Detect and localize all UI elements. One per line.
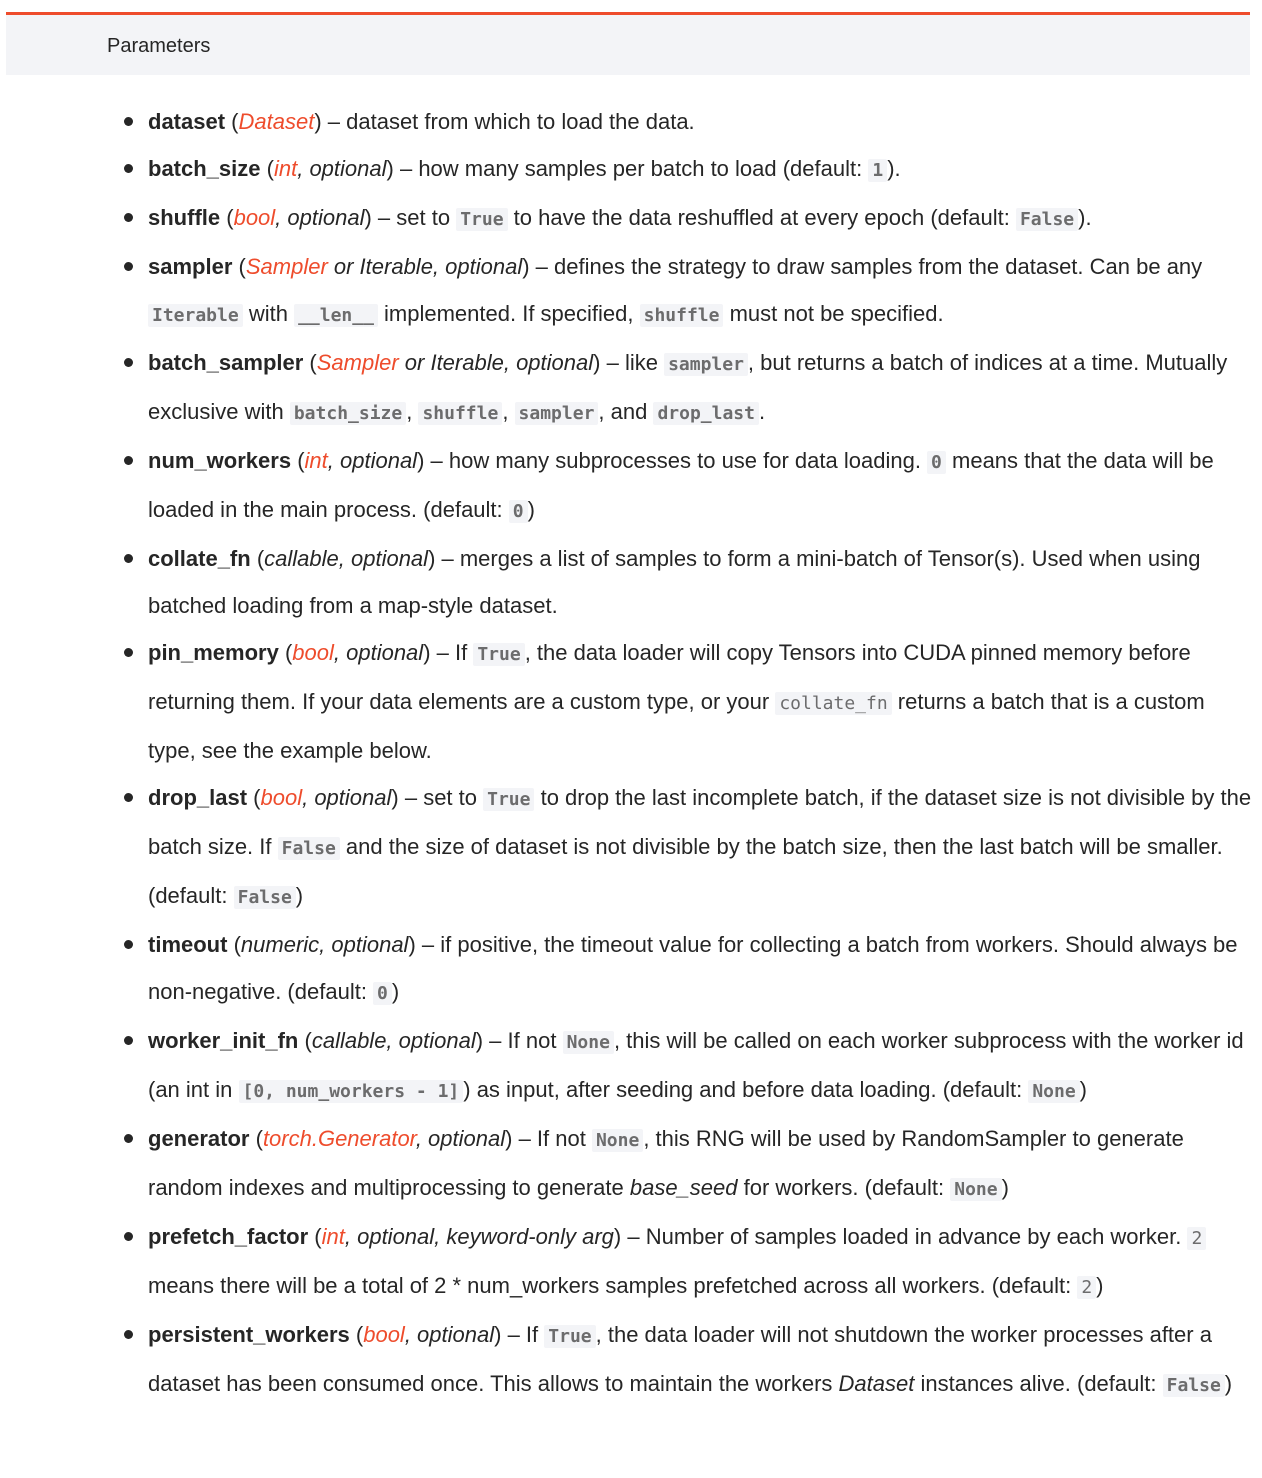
bullet-icon (124, 1330, 133, 1339)
inline-code: None (950, 1178, 1001, 1201)
param-name: worker_init_fn (148, 1028, 299, 1053)
inline-code: False (278, 837, 340, 860)
inline-code: __len__ (294, 304, 378, 327)
inline-code: 0 (373, 982, 392, 1005)
type-link-bool[interactable]: bool (292, 640, 334, 665)
inline-code: sampler (515, 402, 599, 425)
param-collate-fn: collate_fn (callable, optional) – merges a list of samples to form a mini-batch of Tensor(s). Used when using batched loading from a map-style dataset. (0, 535, 1262, 629)
parameters-header (6, 12, 1250, 75)
inline-code: [0, num_workers - 1] (239, 1080, 464, 1103)
param-name: dataset (148, 109, 226, 134)
bullet-icon (124, 164, 133, 173)
bullet-icon (124, 262, 133, 271)
param-persistent-workers: persistent_workers (bool, optional) – If True , the data loader will not shutdown the worker processes after a dataset has been consumed once. This allows to maintain the workers Dataset instances alive. (default: False ) (0, 1311, 1262, 1409)
inline-code: False (1163, 1374, 1225, 1397)
param-dataset: dataset (Dataset) – dataset from which to load the data. (0, 98, 1262, 145)
bullet-icon (124, 554, 133, 563)
bullet-icon (124, 213, 133, 222)
inline-code: shuffle (640, 304, 724, 327)
inline-code: None (1028, 1080, 1079, 1103)
param-shuffle: shuffle (bool, optional) – set to True to have the data reshuffled at every epoch (default: False ). (0, 194, 1262, 243)
param-name: persistent_workers (148, 1322, 350, 1347)
inline-code: True (483, 788, 534, 811)
type-link-bool[interactable]: bool (363, 1322, 405, 1347)
inline-code: True (544, 1325, 595, 1348)
param-name: shuffle (148, 205, 221, 230)
bullet-icon (124, 358, 133, 367)
type-link-generator[interactable]: torch.Generator (262, 1126, 416, 1151)
param-drop-last: drop_last (bool, optional) – set to True to drop the last incomplete batch, if the dataset size is not divisible by the batch size. If False and the size of dataset is not divisible by the batch size, then the last batch will be smaller. (default: False ) (0, 774, 1262, 921)
param-sampler: sampler (Sampler or Iterable, optional) – defines the strategy to draw samples from the dataset. Can be any Iterable with __len__ implemented. If specified, shuffle must not be specified. (0, 243, 1262, 339)
inline-code: False (1016, 208, 1078, 231)
parameters-title: Parameters (107, 35, 211, 57)
bullet-icon (124, 1232, 133, 1241)
param-name: batch_sampler (148, 350, 304, 375)
type-link-bool[interactable]: bool (233, 205, 276, 230)
type-link-int[interactable]: int (321, 1224, 345, 1249)
param-name: pin_memory (148, 640, 279, 665)
inline-code: None (592, 1129, 643, 1152)
type-link-int[interactable]: int (273, 156, 298, 181)
param-prefetch-factor: prefetch_factor (int, optional, keyword-only arg) – Number of samples loaded in advance by each worker. 2 means there will be a total of 2 * num_workers samples prefetched across all workers. (default: 2 ) (0, 1213, 1262, 1311)
inline-code: 0 (927, 451, 946, 474)
inline-code: drop_last (653, 402, 759, 425)
type-link-int[interactable]: int (304, 448, 328, 473)
bullet-icon (124, 456, 133, 465)
inline-code: collate_fn (775, 692, 891, 715)
param-desc: dataset from which to load the data. (346, 109, 695, 134)
bullet-icon (124, 648, 133, 657)
param-pin-memory: pin_memory (bool, optional) – If True , the data loader will copy Tensors into CUDA pinned memory before returning them. If your data elements are a custom type, or your collate_fn returns a batch that is a custom type, see the example below. (0, 629, 1262, 774)
inline-code: 0 (509, 500, 528, 523)
inline-code: True (473, 643, 524, 666)
inline-code: None (563, 1031, 614, 1054)
param-name: num_workers (148, 448, 292, 473)
bullet-icon (124, 1036, 133, 1045)
bullet-icon (124, 793, 133, 802)
type-link-sampler[interactable]: Sampler (316, 350, 399, 375)
bullet-icon (124, 940, 133, 949)
inline-code: Iterable (148, 304, 243, 327)
bullet-icon (124, 1134, 133, 1143)
inline-code: True (456, 208, 507, 231)
param-batch-size: batch_size (int, optional) – how many samples per batch to load (default: 1 ). (0, 145, 1262, 194)
type-link-sampler[interactable]: Sampler (245, 254, 328, 279)
inline-code: batch_size (290, 402, 406, 425)
param-name: sampler (148, 254, 233, 279)
param-worker-init-fn: worker_init_fn (callable, optional) – If not None , this will be called on each worker subprocess with the worker id (an int in [0, num_workers - 1] ) as input, after seeding and before data loading. (default: None ) (0, 1017, 1262, 1115)
inline-code: shuffle (418, 402, 502, 425)
inline-code: 2 (1187, 1227, 1206, 1250)
param-name: generator (148, 1126, 250, 1151)
type-link-dataset[interactable]: Dataset (238, 109, 315, 134)
param-name: batch_size (148, 156, 261, 181)
type-link-bool[interactable]: bool (260, 785, 303, 810)
param-batch-sampler: batch_sampler (Sampler or Iterable, optional) – like sampler , but returns a batch of indices at a time. Mutually exclusive with batch_size , shuffle , sampler , and drop_last . (0, 339, 1262, 437)
param-timeout: timeout (numeric, optional) – if positive, the timeout value for collecting a batch from workers. Should always be non-negative. (default: 0 ) (0, 921, 1262, 1017)
inline-code: False (234, 886, 296, 909)
inline-code: 1 (868, 159, 887, 182)
param-name: drop_last (148, 785, 248, 810)
param-name: prefetch_factor (148, 1224, 309, 1249)
param-generator: generator (torch.Generator, optional) – If not None , this RNG will be used by RandomSampler to generate random indexes and multiprocessing to generate base_seed for workers. (default: None ) (0, 1115, 1262, 1213)
inline-code: 2 (1077, 1276, 1096, 1299)
bullet-icon (124, 117, 133, 126)
param-num-workers: num_workers (int, optional) – how many subprocesses to use for data loading. 0 means that the data will be loaded in the main process. (default: 0 ) (0, 437, 1262, 535)
param-name: timeout (148, 932, 228, 957)
parameters-list (0, 98, 1262, 1409)
param-name: collate_fn (148, 546, 251, 571)
inline-code: sampler (664, 353, 748, 376)
